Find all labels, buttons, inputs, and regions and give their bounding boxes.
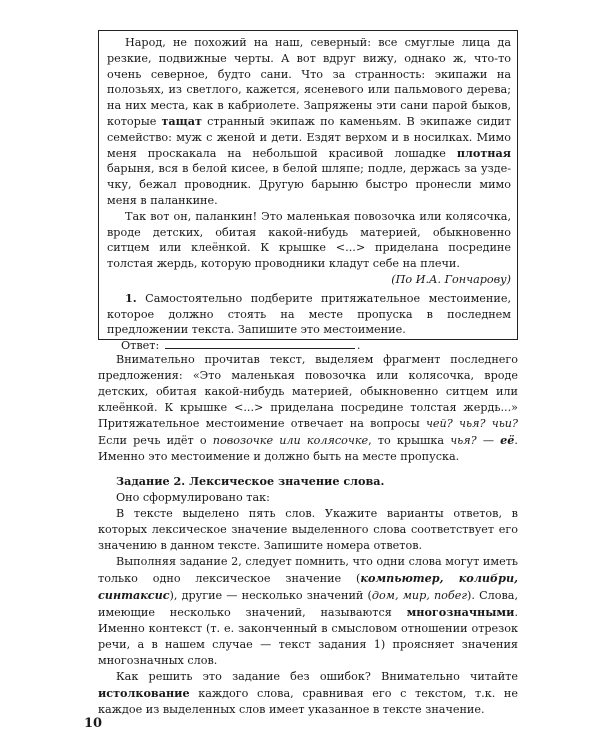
explanation-paragraph-4: Как решить это задание без ошибок? Внимательно читайте истолкование каждого слова, сравнивая его с текстом, т.к. не каждое из выделенных слов имеет указанное в тексте значение. (98, 670, 518, 716)
text-box (98, 30, 518, 353)
highlighted-word-1: тащат (161, 113, 202, 128)
term-interpretation: истолкование (98, 686, 190, 700)
term-polysemous: многозначными (406, 605, 515, 619)
task-2-heading: Задание 2. Лексическое значение слова. (116, 474, 385, 488)
explanation-paragraph-1: Внимательно прочитав текст, выделяем фрагмент последнего предложения: «Это маленькая повозочка или колясочка, вроде детских, обитая какой-нибудь материей, обыкновенно ситцем или клеёнкой. К крышке <...> приделана посредине толстая жердь...» Притяжательное местоимение отвечает на вопросы чей? чья? чьи? Если речь идёт о повозочке или колясочке, то крышка чья? — её. Именно это местоимение и должно быть на месте пропуска. (98, 353, 518, 463)
answer-label: Ответ: (121, 339, 160, 353)
text-paragraph-1: Народ, не похожий на наш, северный: все смуглые лица да резкие, подвижные черты. А вот вдруг вижу, однако ж, что-то очень северное, будто сани. Что за странность: экипажи на полозьях, из светлого, кажется, ясеневого или пальмового дерева; на них места, как в кабриолете. Запряжены эти сани парой быков, которые тащат странный экипаж по каменьям. В экипаже сидит семейство: муж с женой и дети. Ездят верхом и в носилках. Мимо меня проскакала на небольшой красивой лошадке плотная барыня, вся в белой кисее, в белой шляпе; подле, держась за уздечку, бежал проводник. Другую барыню быстро пронесли мимо меня в паланкине. (107, 36, 511, 207)
task-1-number: 1. (125, 290, 137, 305)
task-2-quote: В тексте выделено пять слов. Укажите варианты ответов, в которых лексическое значение выделенного слова соответствует его значению в данном тексте. Запишите номера ответов. (98, 507, 518, 552)
task-1: 1. Самостоятельно подберите притяжательное местоимение, которое должно стоять на месте пропуска в последнем предложении текста. Запишите это местоимение. (107, 290, 511, 337)
answer-row: Ответ: . (121, 339, 361, 353)
page-number: 10 (84, 716, 103, 731)
answer-line[interactable] (165, 338, 355, 349)
text-source: (По И.А. Гончарову) (391, 272, 511, 286)
explanation-paragraph-3: Выполняя задание 2, следует помнить, что одни слова могут иметь только одно лексическое значение (компьютер, колибри, синтаксис), другие — несколько значений (дом, мир, побег). Слова, имеющие несколько значений, называются многозначными. Именно контекст (т. е. законченный в смысловом отношении отрезок речи, а в нашем случае — текст задания 1) проясняет значения многозначных слов. (98, 555, 519, 667)
highlighted-word-2: плотная (456, 145, 511, 160)
text-paragraph-2: Так вот он, паланкин! Это маленькая повозочка или колясочка, вроде детских, обитая какой-нибудь материей, обыкновенно ситцем или клеёнкой. К крышке <...> приделана посредине толстая жердь, которую проводники кладут себе на плечи. (107, 209, 511, 271)
task-2-intro: Оно сформулировано так: (116, 491, 270, 504)
explanation-text (98, 352, 518, 718)
